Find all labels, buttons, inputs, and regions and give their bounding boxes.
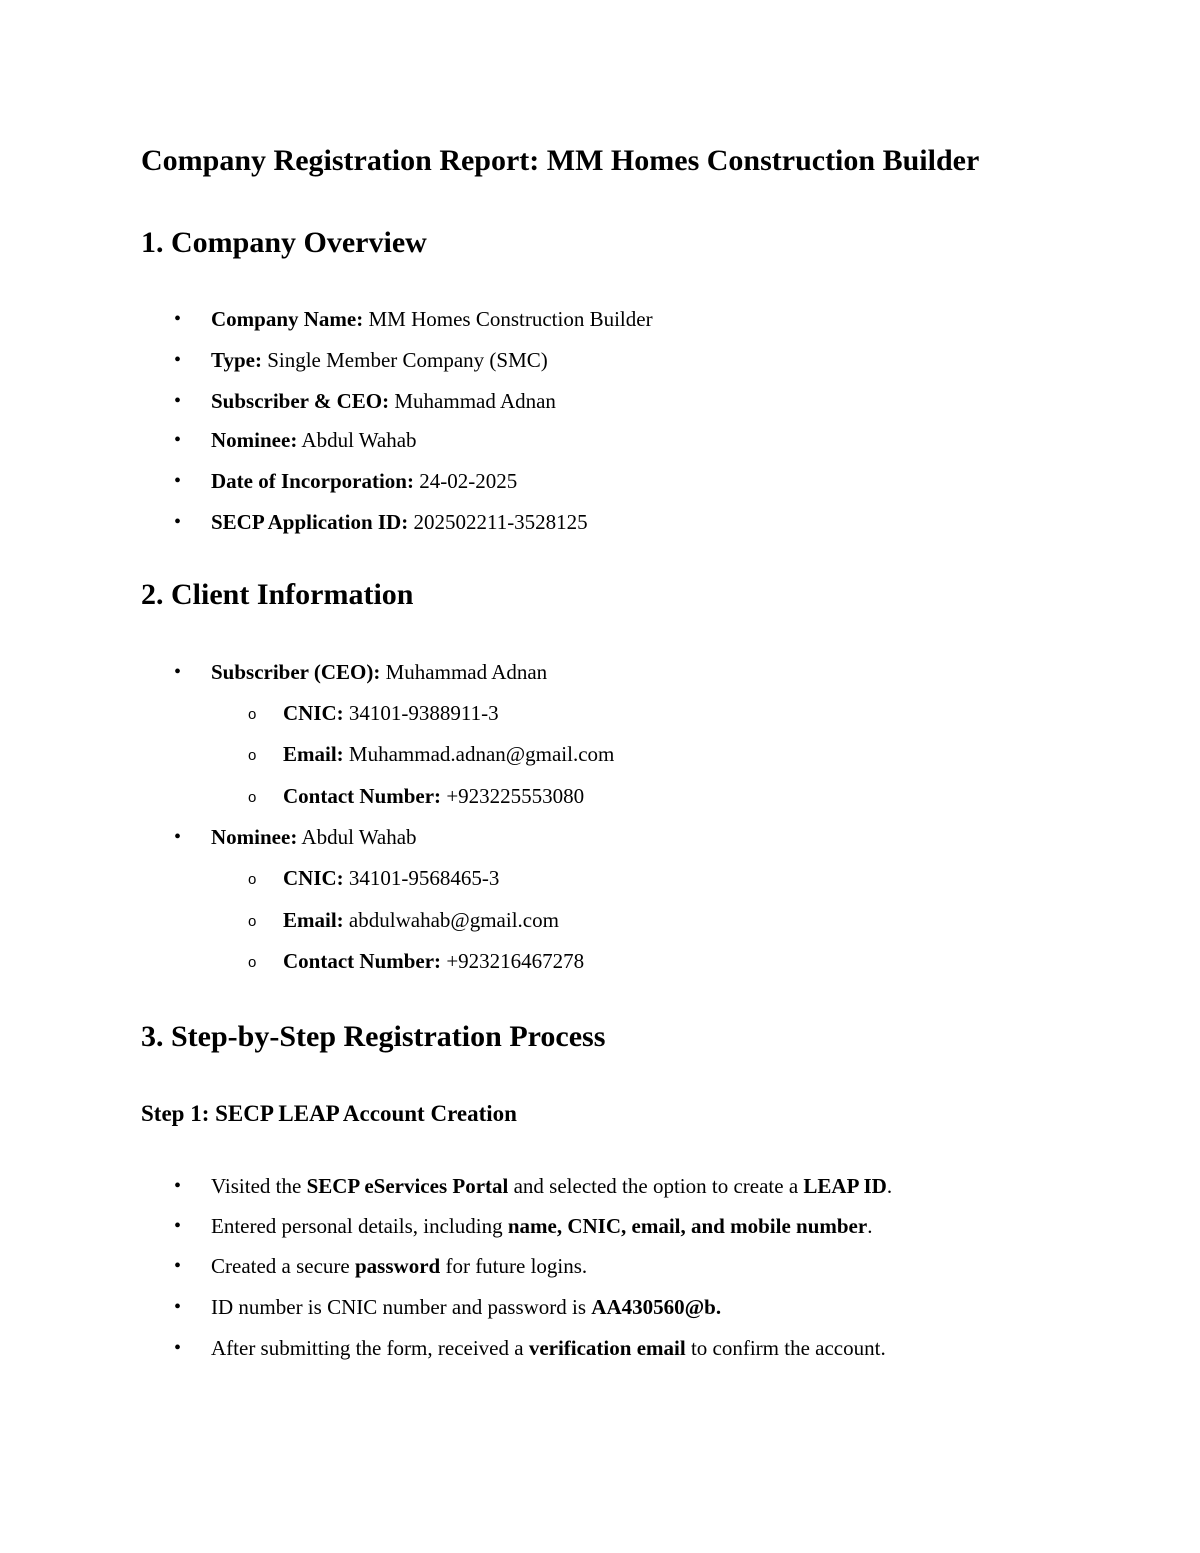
text-run-bold: name, CNIC, email, and mobile number <box>507 1214 868 1238</box>
field-value: MM Homes Construction Builder <box>368 307 653 331</box>
field-value: Muhammad Adnan <box>394 389 556 413</box>
text-run-bold: verification email <box>528 1336 686 1360</box>
text-run-bold: AA430560@b. <box>591 1295 722 1319</box>
text-run: for future logins. <box>440 1254 588 1278</box>
bullet-marker: • <box>174 826 182 848</box>
field-label: Contact Number: <box>283 784 442 808</box>
sub-bullet-marker: o <box>248 913 257 930</box>
field-label: Email: <box>283 908 344 932</box>
bullet-marker: • <box>174 1175 182 1197</box>
field-value: Muhammad Adnan <box>385 660 548 684</box>
field-label: Contact Number: <box>283 949 442 973</box>
section-heading-company-overview: 1. Company Overview <box>141 226 427 259</box>
field-label: Subscriber & CEO: <box>211 389 390 413</box>
text-run: After submitting the form, received a <box>211 1336 529 1360</box>
field-value: +923216467278 <box>446 949 585 973</box>
text-run: to confirm the account. <box>685 1336 886 1360</box>
section-heading-registration-process: 3. Step-by-Step Registration Process <box>141 1020 606 1053</box>
step-heading-leap-account: Step 1: SECP LEAP Account Creation <box>141 1101 517 1126</box>
sub-bullet-marker: o <box>248 789 257 806</box>
text-run-bold: LEAP ID <box>803 1174 887 1198</box>
field-value: Muhammad.adnan@gmail.com <box>348 742 615 766</box>
field-label: SECP Application ID: <box>211 510 409 534</box>
text-run: Visited the <box>211 1174 307 1198</box>
field-value: Abdul Wahab <box>301 428 417 452</box>
field-label: Date of Incorporation: <box>211 469 414 493</box>
bullet-marker: • <box>174 470 182 492</box>
bullet-marker: • <box>174 511 182 533</box>
sub-bullet-marker: o <box>248 954 257 971</box>
field-label: Type: <box>211 348 262 372</box>
sub-bullet-marker: o <box>248 747 257 764</box>
bullet-marker: • <box>174 1215 182 1237</box>
sub-bullet-marker: o <box>248 706 257 723</box>
field-value: Single Member Company (SMC) <box>267 348 548 372</box>
text-run: . <box>867 1214 873 1238</box>
field-value: abdulwahab@gmail.com <box>348 908 559 932</box>
field-value: 202502211-3528125 <box>413 510 588 534</box>
field-label: Subscriber (CEO): <box>211 660 381 684</box>
field-value: +923225553080 <box>446 784 585 808</box>
field-label: Email: <box>283 742 344 766</box>
bullet-marker: • <box>174 1337 182 1359</box>
text-run: Entered personal details, including <box>211 1214 508 1238</box>
text-run-bold: SECP eServices Portal <box>306 1174 509 1198</box>
bullet-marker: • <box>174 1296 182 1318</box>
field-label: CNIC: <box>283 701 344 725</box>
field-label: Company Name: <box>211 307 364 331</box>
page-title: Company Registration Report: MM Homes Construction Builder <box>141 144 980 177</box>
bullet-marker: • <box>174 349 182 371</box>
bullet-marker: • <box>174 1255 182 1277</box>
field-label: CNIC: <box>283 866 344 890</box>
field-label: Nominee: <box>211 428 298 452</box>
text-run-bold: password <box>355 1254 441 1278</box>
bullet-marker: • <box>174 308 182 330</box>
section-heading-client-information: 2. Client Information <box>141 578 414 611</box>
sub-bullet-marker: o <box>248 871 257 888</box>
text-run: ID number is CNIC number and password is <box>211 1295 592 1319</box>
field-value: Abdul Wahab <box>301 825 417 849</box>
bullet-marker: • <box>174 661 182 683</box>
text-run: . <box>886 1174 893 1198</box>
field-value: 24-02-2025 <box>419 469 518 493</box>
bullet-marker: • <box>174 429 182 451</box>
text-run: Created a secure <box>211 1254 355 1278</box>
field-label: Nominee: <box>211 825 298 849</box>
field-value: 34101-9388911-3 <box>348 701 499 725</box>
bullet-marker: • <box>174 390 182 412</box>
text-run: and selected the option to create a <box>508 1174 804 1198</box>
field-value: 34101-9568465-3 <box>348 866 500 890</box>
